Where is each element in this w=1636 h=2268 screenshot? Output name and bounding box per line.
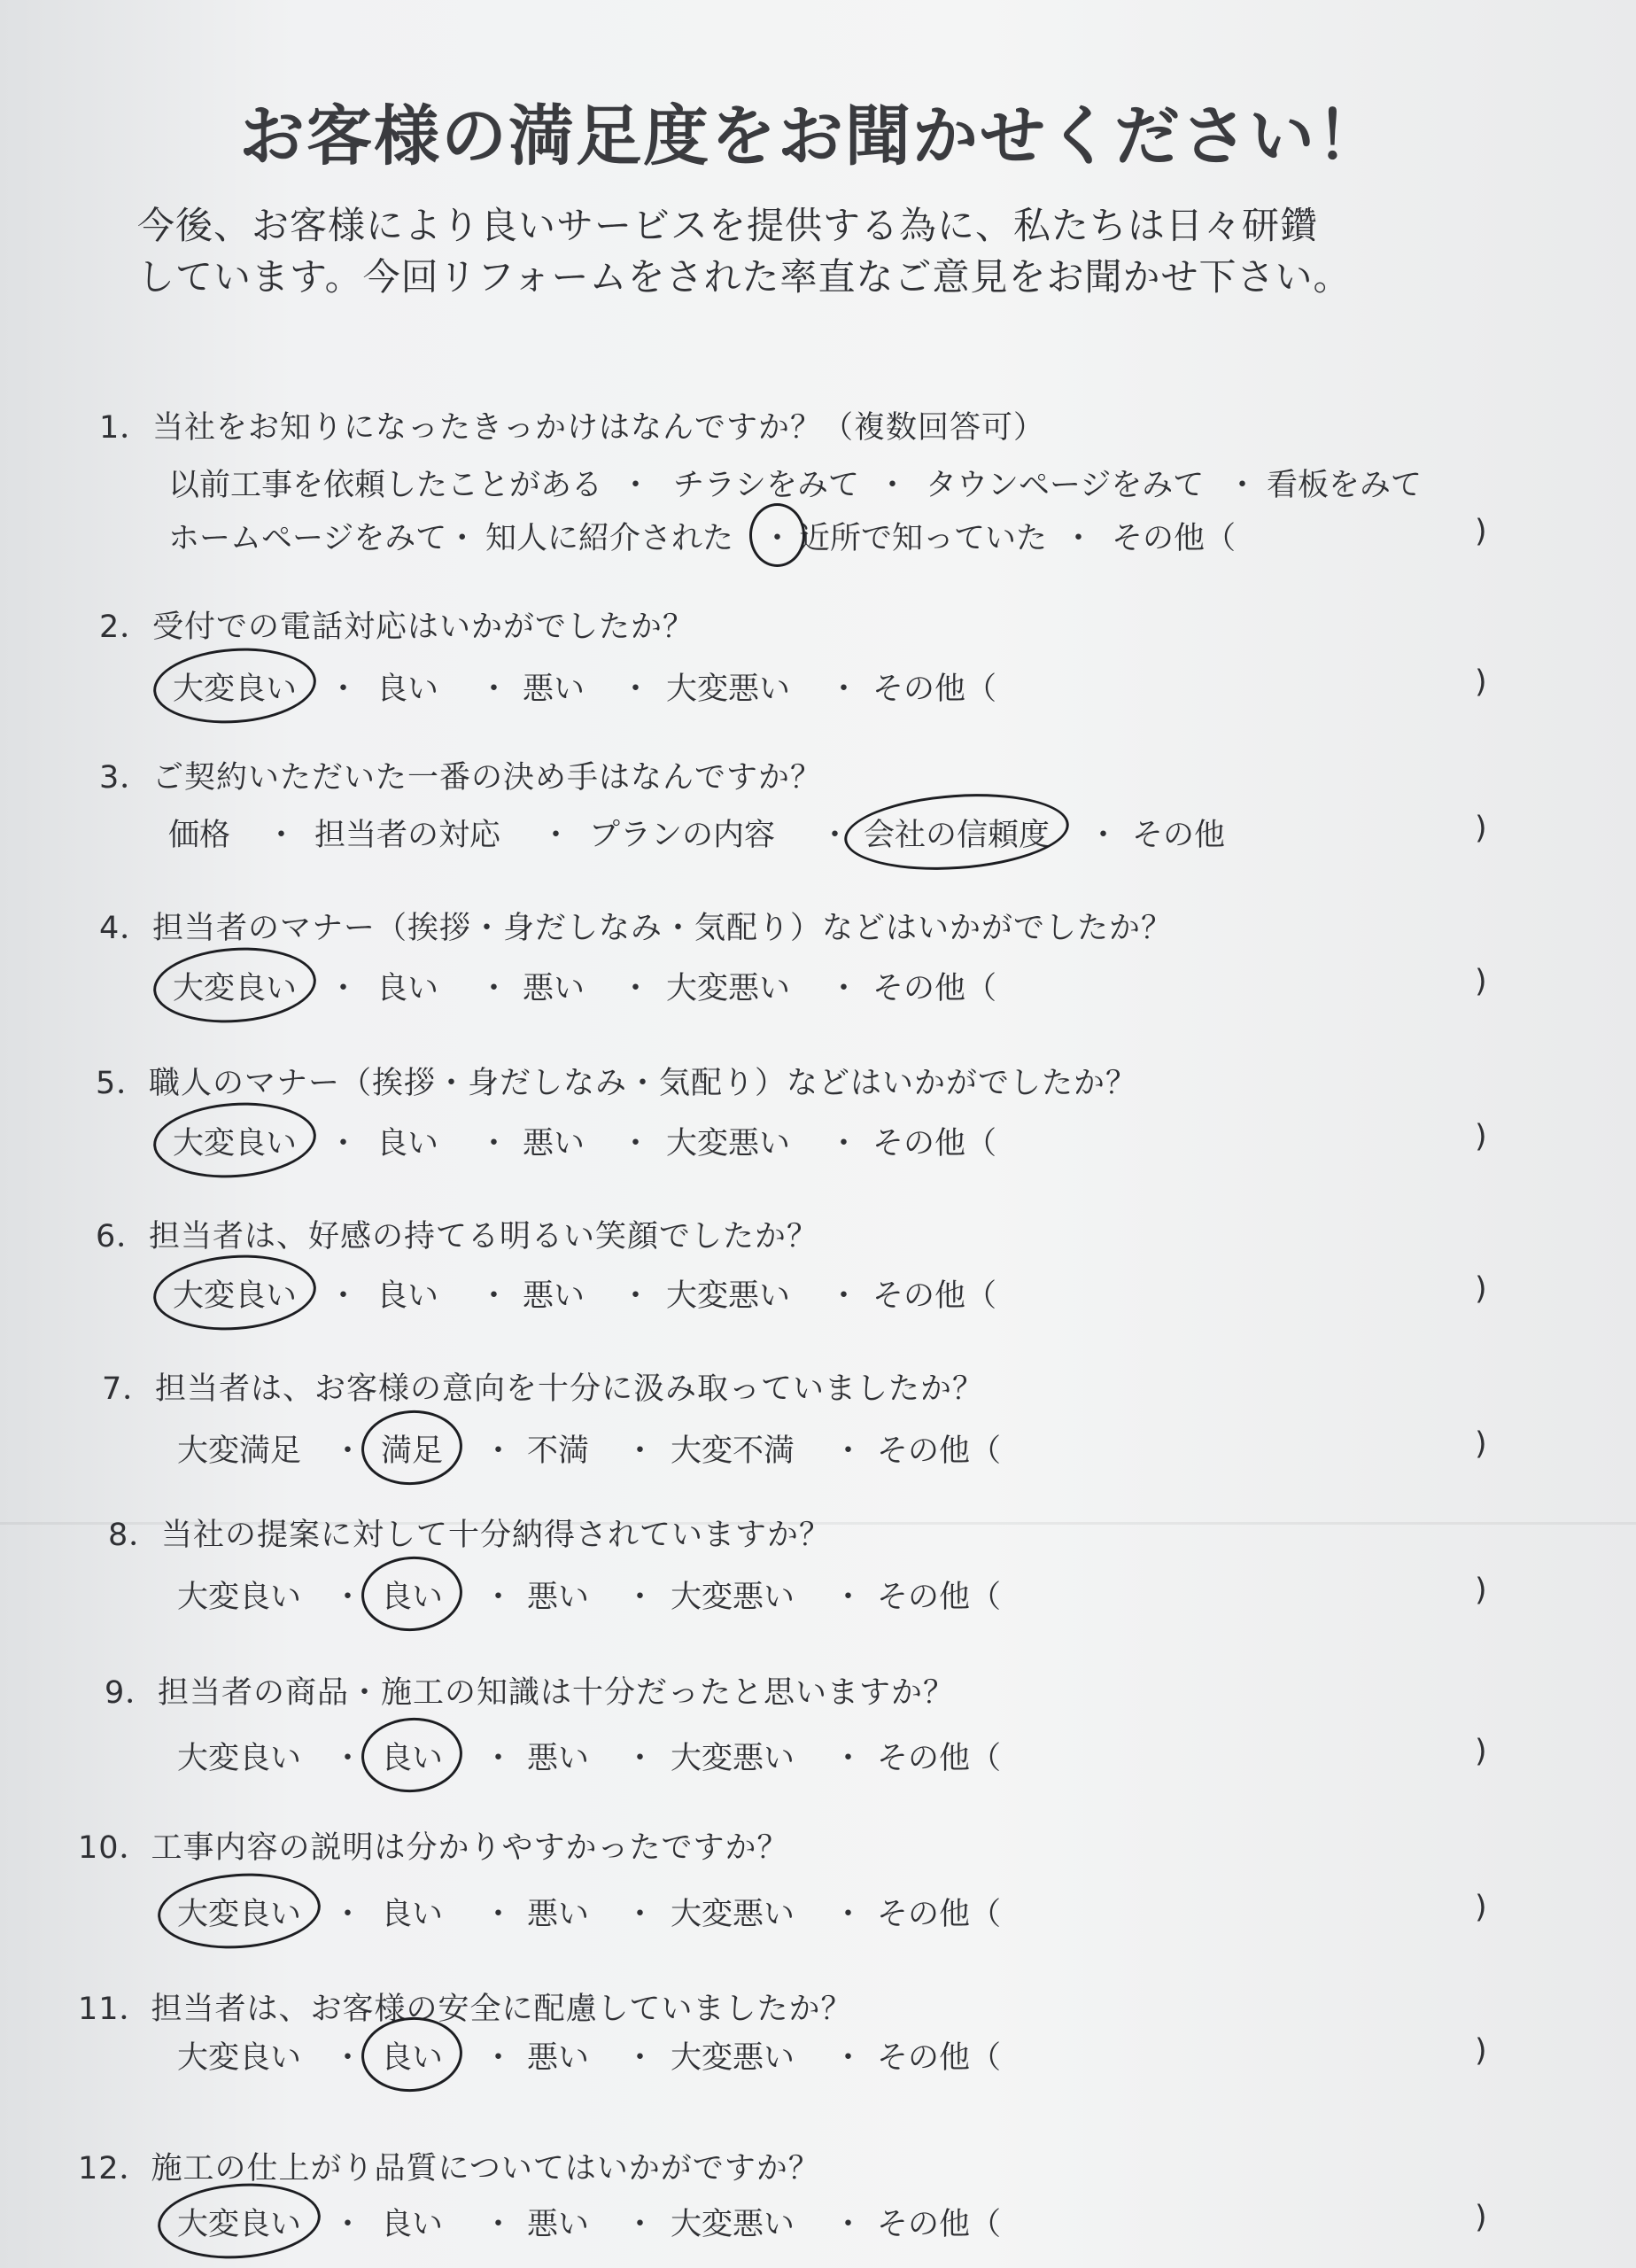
question-text: 担当者のマナー（挨拶・身だしなみ・気配り）などはいかがでしたか？ [152,911,1174,946]
separator-dot: ・ [833,1433,865,1469]
separator-dot: ・ [483,2040,515,2076]
answer-option[interactable]: その他（ [877,1580,1002,1615]
separator-dot: ・ [1227,468,1259,503]
question-11 [78,1984,853,2029]
answer-option[interactable]: その他（ [872,1126,997,1161]
answer-option[interactable]: その他（ [872,672,997,707]
answer-option[interactable]: 大変満足 [177,1433,302,1469]
q1-options-row-1 [0,461,1636,503]
close-paren: ) [1475,514,1487,549]
separator-dot: ・ [328,971,360,1006]
q11-options [0,2033,1636,2076]
answer-option-selected[interactable]: 満足 [381,1426,443,1471]
close-paren: ) [1475,1426,1487,1462]
separator-dot: ・ [540,818,572,853]
answer-option[interactable]: 悪い [527,1741,590,1776]
close-paren: ) [1475,2033,1487,2069]
answer-option[interactable]: 近所で知っていた [799,521,1048,556]
answer-option[interactable]: その他（ [877,2207,1002,2242]
separator-dot: ・ [478,672,510,707]
question-text: 担当者は、好感の持てる明るい笑顔でしたか？ [149,1219,819,1254]
separator-dot: ・ [328,1278,360,1314]
question-8 [108,1511,831,1555]
separator-dot: ・ [483,1897,515,1932]
question-number: 3． [99,760,152,796]
separator-dot: ・ [620,971,652,1006]
answer-option[interactable]: 大変悪い [666,1126,791,1161]
answer-option[interactable]: 良い [381,1897,444,1932]
separator-dot: ・ [620,468,652,503]
separator-dot: ・ [624,1433,656,1469]
answer-option-selected[interactable]: 大変良い [173,1271,297,1316]
question-text: 当社の提案に対して十分納得されていますか？ [161,1518,832,1553]
question-number: 4． [99,911,152,946]
answer-option[interactable]: その他（ [872,971,997,1006]
answer-option[interactable]: 大変悪い [671,1741,795,1776]
separator-dot: ・ [620,672,652,707]
answer-option[interactable]: 知人に紹介された [485,521,734,556]
answer-option[interactable]: 大変悪い [666,672,791,707]
separator-dot: ・ [266,818,298,853]
q12-options [0,2200,1636,2242]
separator-dot: ・ [328,672,360,707]
separator-dot: ・ [620,1278,652,1314]
separator-dot: ・ [478,1278,510,1314]
question-text: 担当者は、お客様の意向を十分に汲み取っていましたか？ [155,1371,985,1407]
page-title: お客様の満足度をお聞かせください！ [239,98,1384,175]
question-number: 8． [108,1518,161,1553]
answer-option[interactable]: タウンページをみて [926,468,1205,503]
q3-options [0,811,1636,853]
answer-option[interactable]: その他（ [877,2040,1002,2076]
answer-option[interactable]: 大変悪い [671,2207,795,2242]
separator-dot: ・ [624,2207,656,2242]
q6-options [0,1271,1636,1314]
separator-dot: ・ [483,2207,515,2242]
answer-option-selected[interactable]: 会社の信頼度 [864,811,1050,855]
question-2 [99,602,694,647]
close-paren: ) [1475,2200,1487,2235]
answer-option[interactable]: 悪い [527,2040,590,2076]
intro-line-2: しています。今回リフォームをされた率直なご意見をお聞かせ下さい。 [137,255,1352,299]
question-7 [102,1364,984,1409]
question-number: 9． [105,1675,158,1711]
separator-dot: ・ [332,1580,364,1615]
separator-dot: ・ [332,1741,364,1776]
question-text: 当社をお知りになったきっかけはなんですか？（複数回答可） [152,410,1046,446]
answer-option[interactable]: 価格 [168,818,231,853]
close-paren: ) [1475,811,1487,846]
answer-option[interactable]: 悪い [523,672,585,707]
answer-option[interactable]: 担当者の対応 [314,818,501,853]
question-5 [96,1059,1137,1103]
answer-option[interactable]: 悪い [527,1580,590,1615]
answer-option[interactable]: ホームページをみて・ [168,521,478,556]
separator-dot: ・ [833,2040,865,2076]
answer-option-selected[interactable]: 良い [381,2033,443,2078]
q9-options [0,1734,1636,1776]
answer-option[interactable]: その他（ [877,1433,1002,1469]
close-paren: ) [1475,664,1487,700]
answer-option-selected[interactable]: 大変良い [177,2200,301,2244]
answer-option[interactable]: 大変良い [177,1741,302,1776]
separator-dot: ・ [1063,521,1095,556]
question-12 [78,2144,820,2188]
question-4 [99,904,1173,948]
question-text: 受付での電話対応はいかがでしたか？ [152,610,695,645]
question-1 [99,403,1045,447]
separator-dot: ・ [624,2040,656,2076]
answer-option-selected[interactable]: 大変良い [177,1890,301,1934]
separator-dot-circled: ・ [762,514,793,558]
separator-dot: ・ [478,1126,510,1161]
separator-dot: ・ [483,1433,515,1469]
close-paren: ) [1475,1734,1487,1769]
separator-dot: ・ [624,1741,656,1776]
answer-option[interactable]: 悪い [523,971,585,1006]
answer-option-selected[interactable]: 大変良い [173,664,297,709]
answer-option[interactable]: 良い [376,1126,439,1161]
separator-dot: ・ [483,1741,515,1776]
answer-option[interactable]: その他（ [1112,521,1237,556]
answer-option[interactable]: 良い [376,672,439,707]
answer-option[interactable]: 良い [381,2207,444,2242]
question-number: 11． [78,1992,151,2027]
answer-option[interactable]: 大変悪い [671,1897,795,1932]
answer-option[interactable]: その他（ [877,1741,1002,1776]
close-paren: ) [1475,1573,1487,1608]
separator-dot: ・ [478,971,510,1006]
answer-option[interactable]: 大変悪い [671,2040,795,2076]
separator-dot: ・ [828,971,860,1006]
separator-dot: ・ [819,818,851,853]
answer-option[interactable]: 悪い [527,2207,590,2242]
question-number: 5． [96,1066,149,1101]
q4-options [0,964,1636,1006]
question-text: ご契約いただいた一番の決め手はなんですか？ [152,760,823,796]
answer-option[interactable]: その他（ [877,1897,1002,1932]
separator-dot: ・ [833,1897,865,1932]
answer-option[interactable]: 大変悪い [666,971,791,1006]
separator-dot: ・ [833,1580,865,1615]
question-number: 12． [78,2151,151,2186]
separator-dot: ・ [828,1278,860,1314]
answer-option[interactable]: 悪い [527,1897,590,1932]
question-text: 工事内容の説明は分かりやすかったですか？ [151,1830,789,1866]
answer-option-selected[interactable]: 良い [381,1573,443,1617]
separator-dot: ・ [332,2207,364,2242]
answer-option[interactable]: 悪い [523,1126,585,1161]
close-paren: ) [1475,964,1487,999]
question-6 [96,1212,818,1256]
question-text: 施工の仕上がり品質についてはいかがですか？ [151,2151,820,2186]
close-paren: ) [1475,1271,1487,1307]
answer-option[interactable]: 大変良い [177,2040,302,2076]
answer-option[interactable]: 悪い [523,1278,585,1314]
close-paren: ) [1475,1890,1487,1925]
question-number: 2． [99,610,152,645]
q5-options [0,1119,1636,1161]
separator-dot: ・ [1088,818,1120,853]
separator-dot: ・ [332,2040,364,2076]
q7-options [0,1426,1636,1469]
question-text: 担当者は、お客様の安全に配慮していましたか？ [151,1992,853,2027]
q1-options-row-2 [0,514,1636,556]
answer-option[interactable]: その他（ [872,1278,997,1314]
separator-dot: ・ [624,1580,656,1615]
answer-option[interactable]: チラシをみて [673,468,860,503]
question-number: 6． [96,1219,149,1254]
separator-dot: ・ [877,468,909,503]
separator-dot: ・ [833,2207,865,2242]
separator-dot: ・ [828,672,860,707]
question-9 [105,1668,955,1713]
q8-options [0,1573,1636,1615]
answer-option-selected[interactable]: 良い [381,1734,443,1778]
answer-option[interactable]: 大変不満 [671,1433,795,1469]
close-paren: ) [1475,1119,1487,1154]
answer-option[interactable]: プランの内容 [589,818,776,853]
separator-dot: ・ [332,1897,364,1932]
separator-dot: ・ [328,1126,360,1161]
question-number: 7． [102,1371,155,1407]
answer-option-selected[interactable]: 大変良い [173,964,297,1008]
question-number: 10． [78,1830,151,1866]
intro-line-1: 今後、お客様により良いサービスを提供する為に、私たちは日々研鑽 [137,204,1319,247]
q2-options [0,664,1636,707]
answer-option[interactable]: 以前工事を依頼したことがある [168,468,603,503]
answer-option[interactable]: 大変良い [177,1580,302,1615]
question-text: 職人のマナー（挨拶・身だしなみ・気配り）などはいかがでしたか？ [149,1066,1138,1101]
question-text: 担当者の商品・施工の知識は十分だったと思いますか？ [158,1675,956,1711]
q10-options [0,1890,1636,1932]
question-3 [99,753,822,797]
answer-option-selected[interactable]: 大変良い [173,1119,297,1163]
answer-option[interactable]: その他 [1132,818,1226,853]
separator-dot: ・ [828,1126,860,1161]
question-10 [78,1823,789,1868]
separator-dot: ・ [624,1897,656,1932]
separator-dot: ・ [483,1580,515,1615]
answer-option[interactable]: 大変悪い [666,1278,791,1314]
answer-option[interactable]: 良い [376,1278,439,1314]
answer-option[interactable]: 大変悪い [671,1580,795,1615]
question-number: 1． [99,410,152,446]
separator-dot: ・ [620,1126,652,1161]
separator-dot: ・ [332,1433,364,1469]
answer-option[interactable]: 看板をみて [1267,468,1423,503]
answer-option[interactable]: 不満 [527,1433,590,1469]
answer-option[interactable]: 良い [376,971,439,1006]
separator-dot: ・ [833,1741,865,1776]
